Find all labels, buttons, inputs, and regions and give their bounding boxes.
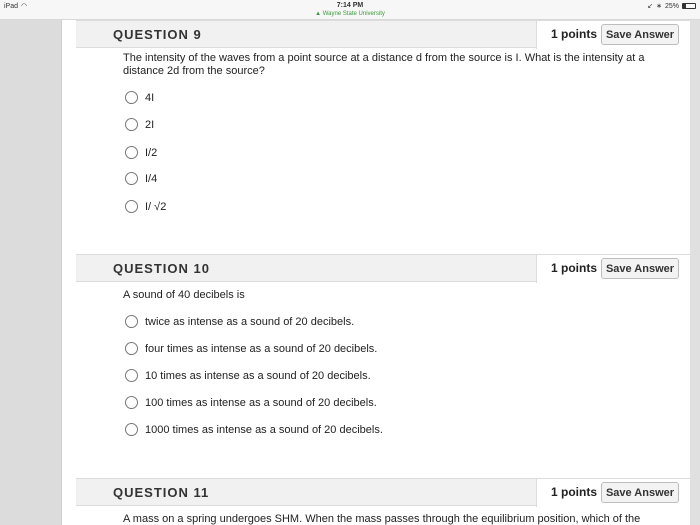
option-label: I/2 — [145, 146, 158, 159]
question-9-header — [76, 20, 690, 48]
radio-button[interactable] — [125, 315, 138, 328]
question-11-header — [76, 478, 690, 506]
question-title: QUESTION 9 — [113, 27, 202, 42]
radio-button[interactable] — [125, 369, 138, 382]
battery-fill — [683, 4, 686, 8]
radio-button[interactable] — [125, 146, 138, 159]
option-label: I/4 — [145, 172, 158, 185]
save-answer-button[interactable]: Save Answer — [601, 258, 679, 279]
points-box — [536, 479, 690, 507]
question-title: QUESTION 11 — [113, 485, 210, 500]
quiz-content — [62, 20, 690, 525]
radio-button[interactable] — [125, 423, 138, 436]
lock-icon: ▲ — [315, 11, 322, 17]
battery-icon — [682, 3, 696, 9]
left-sidebar — [0, 20, 62, 525]
device-name: iPad — [4, 2, 19, 10]
question-9-text: The intensity of the waves from a point source at a distance d from the source is I. What is the intensity at a distance 2d from the source? — [123, 52, 645, 77]
question-10-text: A sound of 40 decibels is — [123, 289, 245, 301]
question-title: QUESTION 10 — [113, 261, 210, 276]
radio-button[interactable] — [125, 118, 138, 131]
status-center — [0, 1, 700, 19]
question-11-text: A mass on a spring undergoes SHM. When the mass passes through the equilibrium position, which of the — [123, 513, 641, 525]
battery-percent: 25% — [664, 2, 679, 10]
option-label: twice as intense as a sound of 20 decibels. — [145, 315, 355, 328]
option-100-times[interactable] — [125, 396, 377, 409]
radio-button[interactable] — [125, 396, 138, 409]
status-bar — [0, 0, 700, 20]
option-I-over-root2[interactable] — [125, 200, 166, 213]
save-answer-button[interactable]: Save Answer — [601, 482, 679, 503]
option-label: 1000 times as intense as a sound of 20 decibels. — [145, 423, 383, 436]
option-label: 2I — [145, 118, 155, 131]
option-label: 100 times as intense as a sound of 20 decibels. — [145, 396, 377, 409]
radio-button[interactable] — [125, 342, 138, 355]
option-label: 4I — [145, 91, 155, 104]
location-icon: ↙ — [647, 3, 654, 10]
option-label: 10 times as intense as a sound of 20 decibels. — [145, 369, 371, 382]
site-name: Wayne State University — [322, 11, 385, 17]
option-I-over-4[interactable] — [125, 172, 157, 185]
option-four-times[interactable] — [125, 342, 377, 355]
points-box — [536, 255, 690, 283]
option-label: I/ √2 — [145, 200, 167, 213]
option-1000-times[interactable] — [125, 423, 383, 436]
option-I-over-2[interactable] — [125, 146, 157, 159]
bluetooth-icon: ∗ — [656, 3, 662, 10]
question-10-header — [76, 254, 690, 282]
option-label: four times as intense as a sound of 20 decibels. — [145, 342, 378, 355]
wifi-icon: ◠ — [21, 3, 28, 10]
points-box — [536, 21, 690, 49]
option-4I[interactable] — [125, 91, 154, 104]
option-10-times[interactable] — [125, 369, 371, 382]
save-answer-button[interactable]: Save Answer — [601, 24, 679, 45]
site-label — [0, 10, 700, 19]
status-right — [647, 2, 696, 10]
option-twice[interactable] — [125, 315, 354, 328]
status-time: 7:14 PM — [336, 2, 364, 9]
radio-button[interactable] — [125, 172, 138, 185]
radio-button[interactable] — [125, 200, 138, 213]
option-2I[interactable] — [125, 118, 154, 131]
question-points: 1 points — [551, 27, 598, 41]
question-points: 1 points — [551, 261, 598, 275]
right-scroll-gutter[interactable] — [690, 20, 700, 525]
radio-button[interactable] — [125, 91, 138, 104]
question-points: 1 points — [551, 485, 598, 499]
